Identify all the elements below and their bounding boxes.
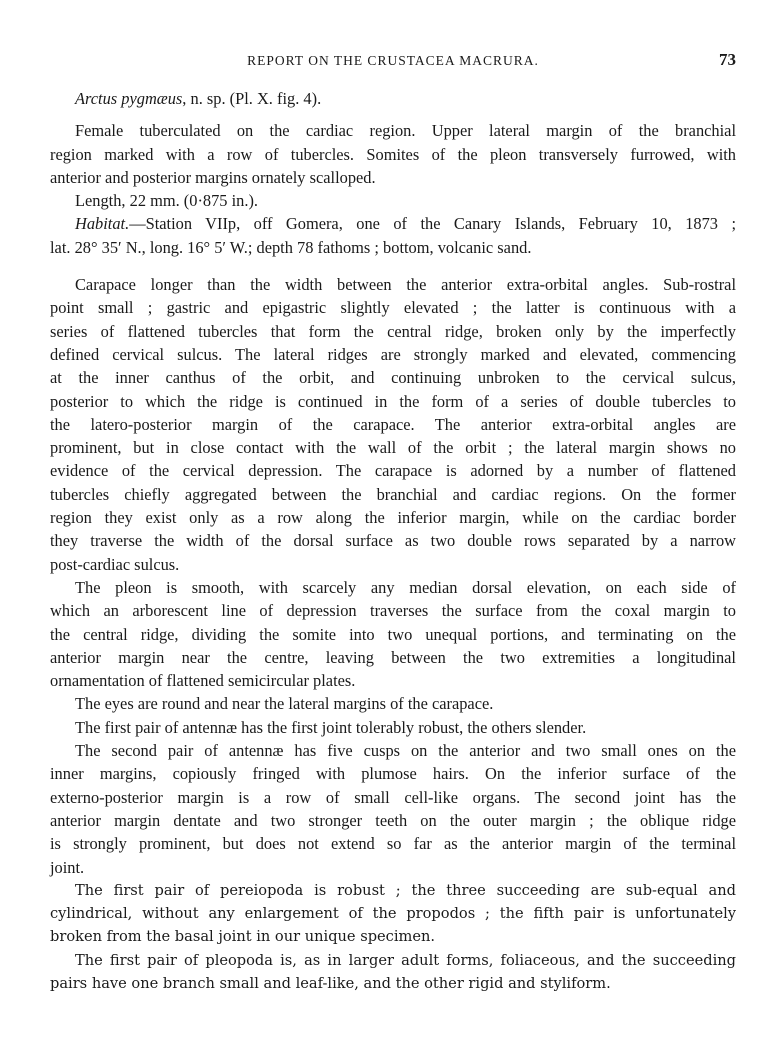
diagnosis-paragraph <box>50 119 736 189</box>
species-heading <box>50 87 736 110</box>
text-line: the latero-posterior margin of the carapace. The anterior extra-orbital angles are <box>50 414 736 434</box>
species-reference: , n. sp. (Pl. X. fig. 4). <box>182 89 322 108</box>
text-line: The first pair of pleopoda is, as in larger adult forms, foliaceous, and the succeeding <box>75 951 736 969</box>
text-line: The second pair of antennæ has five cusps on the anterior and two small ones on the <box>75 741 736 761</box>
text-line: is strongly prominent, but does not extend so far as the anterior margin of the terminal <box>50 834 736 854</box>
text-line: series of flattened tubercles that form the central ridge, broken only by the imperfectly <box>50 321 736 341</box>
text-line: evidence of the cervical depression. The carapace is adorned by a number of flattened <box>50 461 736 481</box>
text-line: at the inner canthus of the orbit, and continuing unbroken to the cervical sulcus, <box>50 368 736 388</box>
habitat-line <box>50 212 736 235</box>
text-line: Female tuberculated on the cardiac region. Upper lateral margin of the branchial <box>75 121 736 141</box>
text-line: tubercles chiefly aggregated between the branchial and cardiac regions. On the former <box>50 484 736 504</box>
text-line: point small ; gastric and epigastric slightly elevated ; the latter is continuous with a <box>50 298 736 318</box>
text-line: region marked with a row of tubercles. Somites of the pleon transversely furrowed, with <box>50 144 736 164</box>
pleopoda-paragraph <box>50 949 736 996</box>
text-line: posterior to which the ridge is continued in the form of a series of double tubercles to <box>50 391 736 411</box>
text-line: which an arborescent line of depression traverses the surface from the coxal margin to <box>50 601 736 621</box>
running-head <box>50 50 736 72</box>
text-line: anterior margin dentate and two stronger teeth on the outer margin ; the oblique ridge <box>50 810 736 830</box>
habitat-label: Habitat. <box>75 214 130 234</box>
text-line: inner margins, copiously fringed with plumose hairs. On the inferior surface of the <box>50 764 736 784</box>
text-line: The eyes are round and near the lateral margins of the carapace. <box>75 694 494 714</box>
second-antennae-paragraph <box>50 739 736 879</box>
page-number: 73 <box>719 50 736 69</box>
length-line: Length, 22 mm. (0·875 in.). <box>75 191 259 211</box>
text-line: post-cardiac sulcus. <box>50 554 180 574</box>
species-name: Arctus pygmæus <box>75 89 183 108</box>
document-body <box>50 87 736 995</box>
text-line: Carapace longer than the width between the anterior extra-orbital angles. Sub-rostral <box>75 275 736 295</box>
text-line: cylindrical, without any enlargement of the propodos ; the fifth pair is unfortunately <box>50 905 736 923</box>
text-line: prominent, but in close contact with the wall of the orbit ; the lateral margin shows no <box>50 438 736 458</box>
text-line: anterior margin near the centre, leaving between the two extremities a longitudinal <box>50 647 736 667</box>
text-line: externo-posterior margin is a row of small cell-like organs. The second joint has the <box>50 787 736 807</box>
text-line: the central ridge, dividing the somite into two unequal portions, and terminating on the <box>50 624 736 644</box>
length-paragraph <box>50 189 736 212</box>
carapace-paragraph <box>50 273 736 576</box>
text-line: joint. <box>50 857 85 877</box>
pereiopoda-paragraph <box>50 879 736 949</box>
pleon-paragraph <box>50 576 736 692</box>
text-line: they traverse the width of the dorsal surface as two double rows separated by a narrow <box>50 531 736 551</box>
habitat-paragraph <box>50 212 736 259</box>
text-line: broken from the basal joint in our unique specimen. <box>50 928 436 946</box>
text-line: ornamentation of flattened semicircular plates. <box>50 671 356 691</box>
text-line: region they exist only as a row along the inferior margin, while on the cardiac border <box>50 508 736 528</box>
habitat-text: —Station VIIp, off Gomera, one of the Canary Islands, February 10, 1873 ; <box>129 214 736 234</box>
text-line: pairs have one branch small and leaf-like, and the other rigid and styliform. <box>50 974 611 992</box>
habitat-line: lat. 28° 35′ N., long. 16° 5′ W.; depth 78 fathoms ; bottom, volcanic sand. <box>50 237 532 257</box>
eyes-paragraph <box>50 692 736 715</box>
first-antennae-paragraph <box>50 716 736 739</box>
text-line: anterior and posterior margins ornately scalloped. <box>50 167 376 187</box>
text-line: The first pair of antennæ has the first joint tolerably robust, the others slender. <box>75 717 587 737</box>
text-line: defined cervical sulcus. The lateral ridges are strongly marked and elevated, commencing <box>50 344 736 364</box>
text-line: The pleon is smooth, with scarcely any median dorsal elevation, on each side of <box>75 577 736 597</box>
running-title: REPORT ON THE CRUSTACEA MACRURA. <box>247 53 539 68</box>
text-line: The first pair of pereiopoda is robust ; the three succeeding are sub-equal and <box>75 881 736 899</box>
